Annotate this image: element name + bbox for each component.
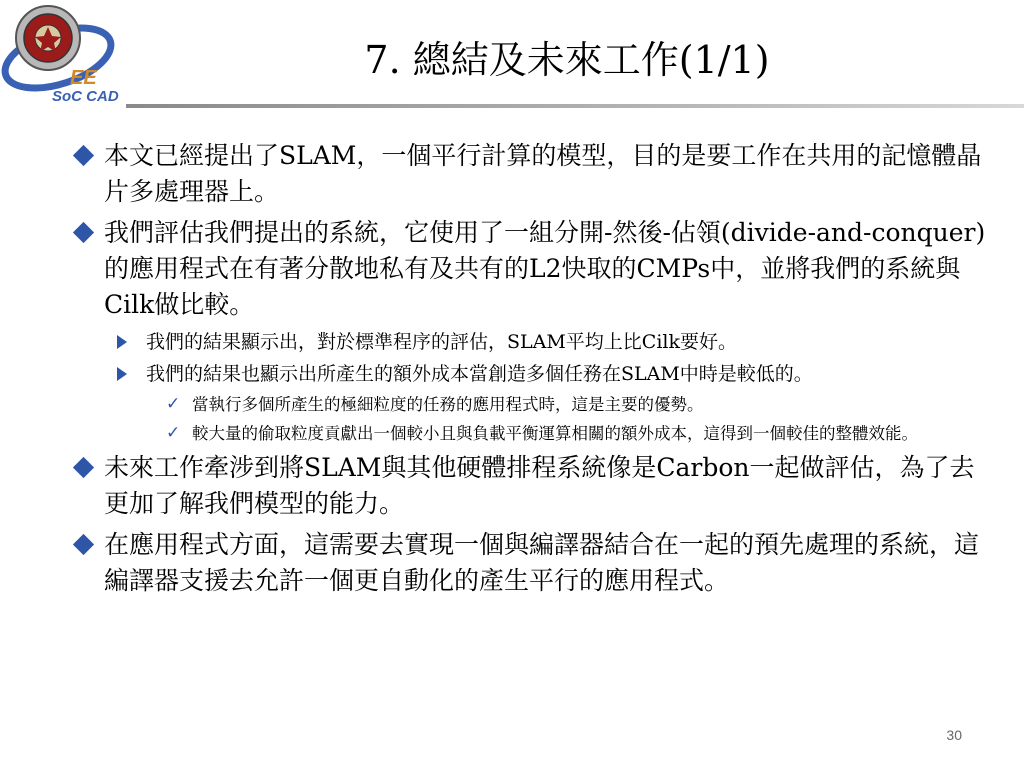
bullet-item: 我們評估我們提出的系統，它使用了一組分開-然後-佔領(divide-and-conquer)的應用程式在有著分散地私有及共有的L2快取的CMPs中，並將我們的系統與Cilk做比較。 (62, 215, 998, 323)
arrow-bullet-icon (117, 335, 127, 349)
slide-title: 7. 總結及未來工作(1/1) (364, 38, 770, 82)
soc-cad-logo (0, 0, 130, 108)
sub-sub-bullet-item: ✓ 當執行多個所產生的極細粒度的任務的應用程式時，這是主要的優勢。 (62, 392, 998, 417)
checkmark-bullet-icon: ✓ (166, 394, 181, 414)
bullet-item: 在應用程式方面，這需要去實現一個與編譯器結合在一起的預先處理的系統，這編譯器支援去允許一個更自動化的產生平行的應用程式。 (62, 527, 998, 599)
arrow-bullet-icon (117, 367, 127, 381)
diamond-bullet-icon (73, 457, 94, 478)
page-number: 30 (946, 727, 962, 743)
diamond-bullet-icon (73, 145, 94, 166)
sub-bullet-item: 我們的結果顯示出，對於標準程序的評估，SLAM平均上比Cilk要好。 (62, 328, 998, 356)
bullet-item: 本文已經提出了SLAM，一個平行計算的模型，目的是要工作在共用的記憶體晶片多處理器上。 (62, 138, 998, 210)
title-divider (126, 104, 1024, 108)
checkmark-bullet-icon: ✓ (166, 423, 181, 443)
bullet-item: 未來工作牽涉到將SLAM與其他硬體排程系統像是Carbon一起做評估，為了去更加了解我們模型的能力。 (62, 450, 998, 522)
sub-sub-bullet-item: ✓ 較大量的偷取粒度貢獻出一個較小且與負載平衡運算相關的額外成本，這得到一個較佳的整體效能。 (62, 421, 998, 446)
svg-text:EE: EE (70, 67, 97, 89)
svg-text:SoC CAD: SoC CAD (52, 88, 119, 105)
diamond-bullet-icon (73, 534, 94, 555)
diamond-bullet-icon (73, 222, 94, 243)
sub-bullet-item: 我們的結果也顯示出所產生的額外成本當創造多個任務在SLAM中時是較低的。 (62, 360, 998, 388)
bullet-list (62, 138, 998, 604)
